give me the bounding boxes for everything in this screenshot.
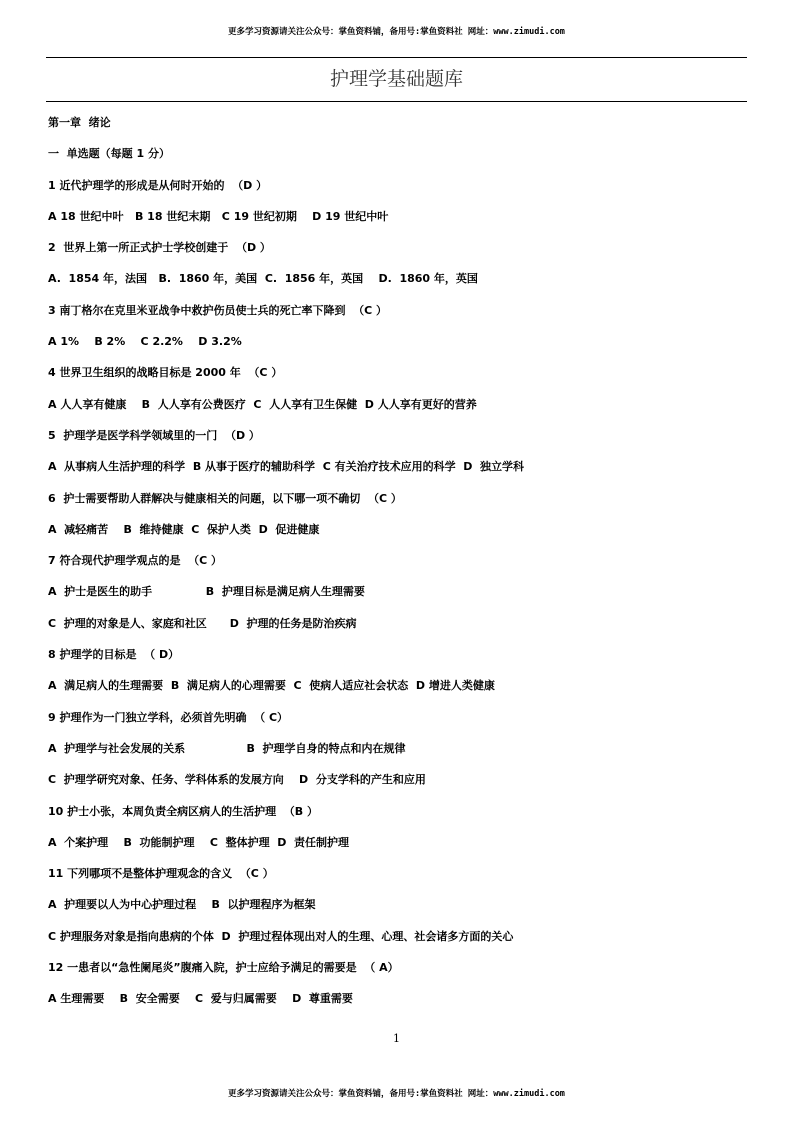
question-9: 9 护理作为一门独立学科，必须首先明确 （ C）: [48, 710, 289, 724]
title-top-rule: [46, 57, 747, 58]
question-10: 10 护士小张，本周负责全病区病人的生活护理 （B ）: [48, 804, 319, 818]
options-9-ab: A 护理学与社会发展的关系 B 护理学自身的特点和内在规律: [48, 741, 406, 755]
question-1: 1 近代护理学的形成是从何时开始的 （D ）: [48, 178, 268, 192]
title-bottom-rule: [46, 101, 747, 102]
question-12: 12 一患者以“急性阑尾炎”腹痛入院，护士应给予满足的需要是 （ A）: [48, 961, 399, 975]
options-1: A 18 世纪中叶 B 18 世纪末期 C 19 世纪初期 D 19 世纪中叶: [48, 209, 389, 223]
header-banner: 更多学习资源请关注公众号：掌鱼资料铺，备用号:掌鱼资料社 网址：www.zimudi.com: [228, 27, 565, 37]
options-5: A 从事病人生活护理的科学 B 从事于医疗的辅助科学 C 有关治疗技术应用的科学 D 独立学科: [48, 460, 525, 474]
options-9-cd: C 护理学研究对象、任务、学科体系的发展方向 D 分支学科的产生和应用: [48, 773, 426, 787]
question-2: 2 世界上第一所正式护士学校创建于 （D ）: [48, 241, 271, 255]
chapter-heading: 第一章 绪论: [48, 116, 111, 129]
question-8: 8 护理学的目标是 （ D）: [48, 648, 180, 662]
options-11-ab: A 护理要以人为中心护理过程 B 以护理程序为框架: [48, 898, 316, 912]
question-5: 5 护理学是医学科学领域里的一门 （D ）: [48, 428, 260, 442]
options-7-ab: A 护士是医生的助手 B 护理目标是满足病人生理需要: [48, 585, 365, 599]
options-11-cd: C 护理服务对象是指向患病的个体 D 护理过程体现出对人的生理、心理、社会诸多方面的关心: [48, 929, 514, 943]
section-heading: 一 单选题（每题 1 分）: [48, 147, 170, 161]
options-4: A 人人享有健康 B 人人享有公费医疗 C 人人享有卫生保健 D 人人享有更好的营养: [48, 397, 477, 411]
options-10: A 个案护理 B 功能制护理 C 整体护理 D 责任制护理: [48, 835, 350, 849]
options-6: A 减轻痛苦 B 维持健康 C 保护人类 D 促进健康: [48, 522, 320, 536]
page-number: 1: [393, 1032, 400, 1045]
question-3: 3 南丁格尔在克里米亚战争中救护伤员使士兵的死亡率下降到 （C ）: [48, 303, 388, 317]
options-8: A 满足病人的生理需要 B 满足病人的心理需要 C 使病人适应社会状态 D 增进人类健康: [48, 679, 495, 693]
document-title: 护理学基础题库: [329, 68, 463, 90]
question-list: [48, 114, 748, 1022]
question-4: 4 世界卫生组织的战略目标是 2000 年 （C ）: [48, 366, 283, 380]
question-6: 6 护士需要帮助人群解决与健康相关的问题，以下哪一项不确切 （C ）: [48, 491, 402, 505]
options-3: A 1% B 2% C 2.2% D 3.2%: [48, 335, 242, 349]
options-12: A 生理需要 B 安全需要 C 爱与归属需要 D 尊重需要: [48, 992, 353, 1006]
footer-banner: 更多学习资源请关注公众号：掌鱼资料铺，备用号:掌鱼资料社 网址：www.zimudi.com: [228, 1089, 565, 1099]
question-7: 7 符合现代护理学观点的是 （C ）: [48, 554, 223, 568]
options-2: A. 1854 年，法国 B. 1860 年，美国 C. 1856 年，英国 D. 1860 年，英国: [48, 272, 478, 286]
question-11: 11 下列哪项不是整体护理观念的含义 （C ）: [48, 867, 274, 881]
options-7-cd: C 护理的对象是人、家庭和社区 D 护理的任务是防治疾病: [48, 616, 357, 630]
